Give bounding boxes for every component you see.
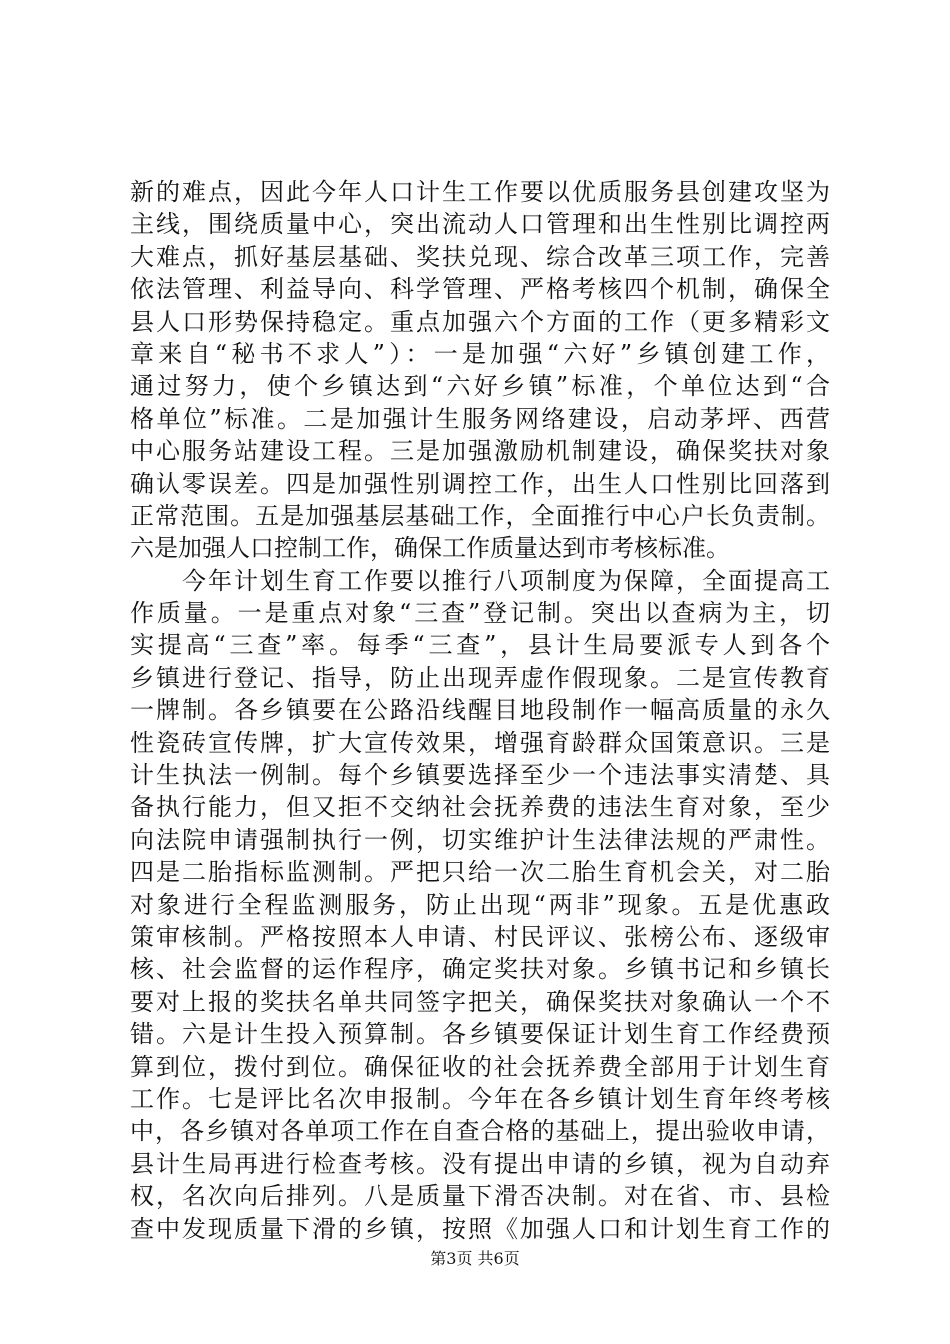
text-line: 乡镇进行登记、指导，防止出现弄虚作假现象。二是宣传教育 [130, 663, 830, 692]
text-line: 策审核制。严格按照本人申请、村民评议、张榜公布、逐级审 [130, 922, 830, 951]
text-line: 中心服务站建设工程。三是加强激励机制建设，确保奖扶对象 [130, 437, 830, 466]
text-line: 一牌制。各乡镇要在公路沿线醒目地段制作一幅高质量的永久 [130, 696, 830, 725]
text-line: 章来自“秘书不求人”）：一是加强“六好”乡镇创建工作， [130, 339, 830, 368]
text-line: 权，名次向后排列。八是质量下滑否决制。对在省、市、县检 [130, 1182, 830, 1211]
text-line: 今年计划生育工作要以推行八项制度为保障，全面提高工 [130, 566, 830, 595]
text-line: 作质量。一是重点对象“三查”登记制。突出以查病为主，切 [130, 599, 830, 628]
text-line: 确认零误差。四是加强性别调控工作，出生人口性别比回落到 [130, 469, 830, 498]
text-line: 查中发现质量下滑的乡镇，按照《加强人口和计划生育工作的 [130, 1214, 830, 1243]
text-line: 工作。七是评比名次申报制。今年在各乡镇计划生育年终考核 [130, 1084, 830, 1113]
text-line: 主线，围绕质量中心，突出流动人口管理和出生性别比调控两 [130, 210, 830, 239]
text-line: 县计生局再进行检查考核。没有提出申请的乡镇，视为自动弃 [130, 1149, 830, 1178]
text-line: 性瓷砖宣传牌，扩大宣传效果，增强育龄群众国策意识。三是 [130, 728, 830, 757]
text-line: 计生执法一例制。每个乡镇要选择至少一个违法事实清楚、具 [130, 761, 830, 790]
text-line: 备执行能力，但又拒不交纳社会抚养费的违法生育对象，至少 [130, 793, 830, 822]
text-line: 正常范围。五是加强基层基础工作，全面推行中心户长负责制。 [130, 501, 830, 530]
text-line: 县人口形势保持稳定。重点加强六个方面的工作（更多精彩文 [130, 307, 830, 336]
text-line: 核、社会监督的运作程序，确定奖扶对象。乡镇书记和乡镇长 [130, 955, 830, 984]
text-line: 对象进行全程监测服务，防止出现“两非”现象。五是优惠政 [130, 890, 830, 919]
page-number-footer: 第3页 共6页 [430, 1249, 520, 1268]
text-line: 中，各乡镇对各单项工作在自查合格的基础上，提出验收申请， [130, 1117, 830, 1146]
text-line: 向法院申请强制执行一例，切实维护计生法律法规的严肃性。 [130, 825, 830, 854]
text-line: 错。六是计生投入预算制。各乡镇要保证计划生育工作经费预 [130, 1020, 830, 1049]
text-line: 通过努力，使个乡镇达到“六好乡镇”标准，个单位达到“合 [130, 372, 830, 401]
document-body [130, 176, 830, 1245]
text-line: 要对上报的奖扶名单共同签字把关，确保奖扶对象确认一个不 [130, 987, 830, 1016]
text-line: 四是二胎指标监测制。严把只给一次二胎生育机会关，对二胎 [130, 858, 830, 887]
text-line: 依法管理、利益导向、科学管理、严格考核四个机制，确保全 [130, 275, 830, 304]
text-line: 大难点，抓好基层基础、奖扶兑现、综合改革三项工作，完善 [130, 242, 830, 271]
text-line: 算到位，拨付到位。确保征收的社会抚养费全部用于计划生育 [130, 1052, 830, 1081]
text-line: 新的难点，因此今年人口计生工作要以优质服务县创建攻坚为 [130, 178, 830, 206]
text-line: 格单位”标准。二是加强计生服务网络建设，启动茅坪、西营 [130, 404, 830, 433]
text-line: 实提高“三查”率。每季“三查”，县计生局要派专人到各个 [130, 631, 830, 660]
text-line: 六是加强人口控制工作，确保工作质量达到市考核标准。 [130, 534, 730, 563]
